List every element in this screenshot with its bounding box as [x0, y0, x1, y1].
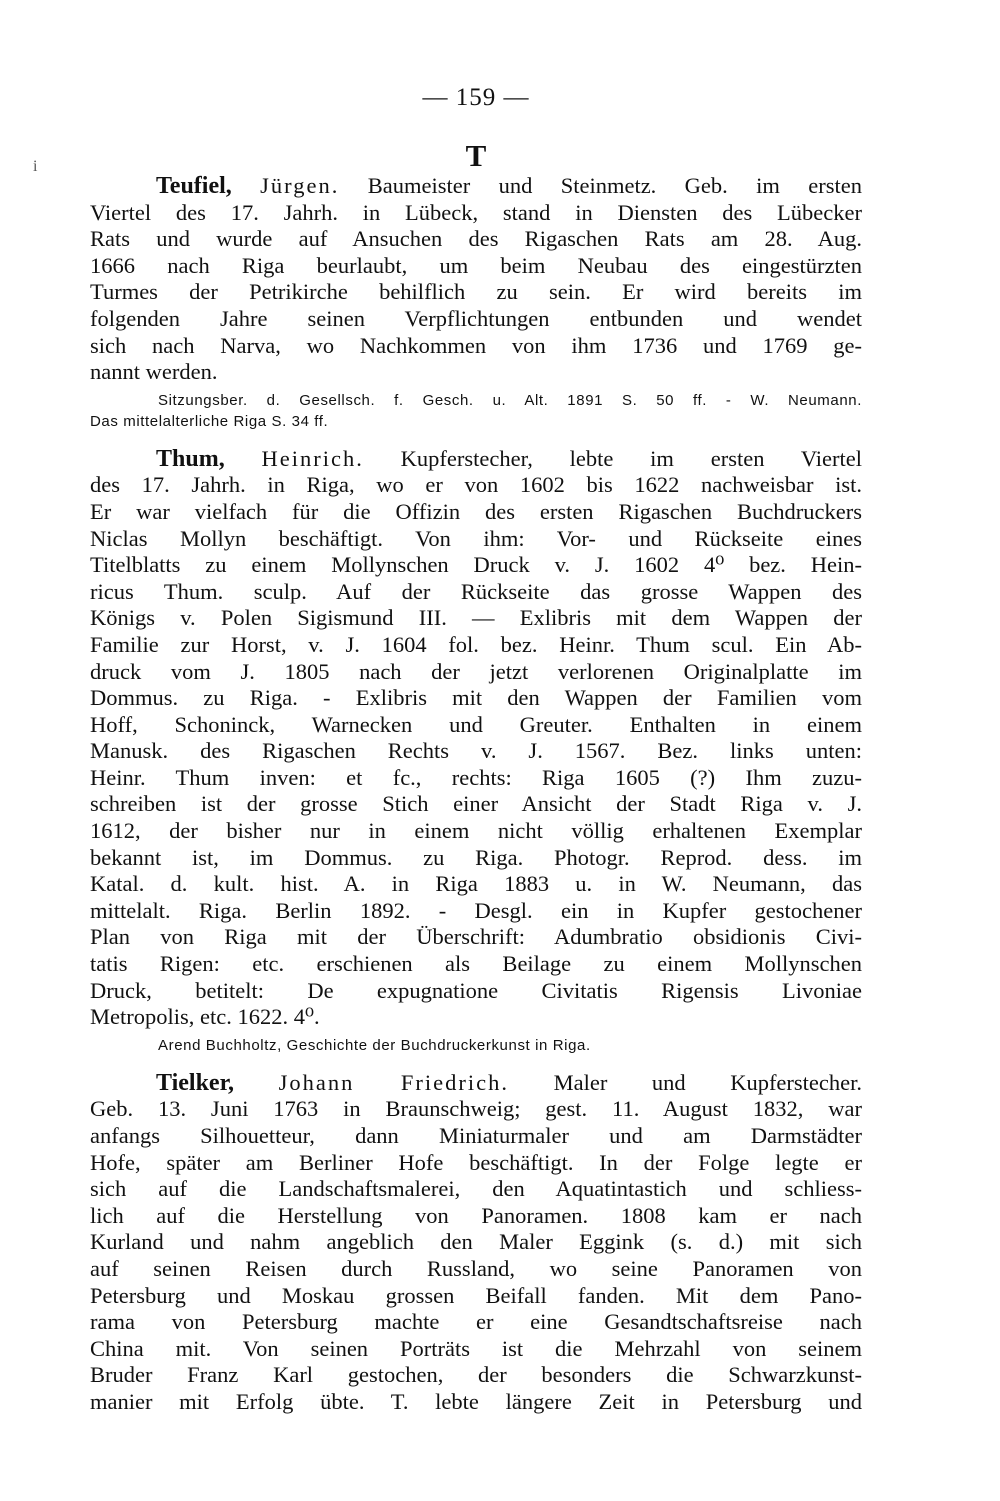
- entry-line: Hoff, Schoninck, Warnecken und Greuter. Enthalten in einem: [90, 711, 862, 737]
- entry-line-text: Maler und Kupferstecher.: [509, 1069, 863, 1095]
- source-citation: Arend Buchholtz, Geschichte der Buchdruckerkunst in Riga.: [158, 1036, 591, 1054]
- entry-line: Heinr. Thum inven: et fc., rechts: Riga 1605 (?) Ihm zuzu-: [90, 764, 862, 790]
- entry-line: Manusk. des Rigaschen Rechts v. J. 1567. Bez. links unten:: [90, 738, 862, 764]
- entry-line: [90, 173, 862, 200]
- entry-line: anfangs Silhouetteur, dann Miniaturmaler und am Darmstädter: [90, 1123, 862, 1148]
- entry-line: Familie zur Horst, v. J. 1604 fol. bez. Heinr. Thum scul. Ein Ab-: [90, 631, 862, 657]
- entry-name: Heinrich.: [261, 445, 364, 471]
- entry-line: bekannt ist, im Dommus. zu Riga. Photogr. Reprod. dess. im: [90, 844, 862, 870]
- source-citation: Sitzungsber. d. Gesellsch. f. Gesch. u. Alt. 1891 S. 50 ff. - W. Neumann.: [158, 391, 862, 409]
- entry-headword: Tielker,: [156, 1069, 235, 1096]
- entry-line: Viertel des 17. Jahrh. in Lübeck, stand in Diensten des Lübecker: [90, 199, 862, 225]
- entry-line: Katal. d. kult. hist. A. in Riga 1883 u. in W. Neumann, das: [90, 871, 862, 897]
- entry-line: Titelblatts zu einem Mollynschen Druck v. J. 1602 4⁰ bez. Hein-: [90, 552, 862, 578]
- entry-line: 1612, der bisher nur in einem nicht völlig erhaltenen Exemplar: [90, 818, 862, 844]
- entry-line: Bruder Franz Karl gestochen, der besonders die Schwarzkunst-: [90, 1362, 862, 1388]
- entry-line: nannt werden.: [90, 359, 218, 385]
- entry-line: Metropolis, etc. 1622. 4⁰.: [90, 1004, 320, 1030]
- entry-line: Hofe, später am Berliner Hofe beschäftigt. In der Folge legte er: [90, 1149, 862, 1175]
- entry-line-text: Kupferstecher, lebte im ersten Viertel: [363, 445, 862, 471]
- entry-line: sich nach Narva, wo Nachkommen von ihm 1736 und 1769 ge-: [90, 332, 862, 358]
- entry-line: Geb. 13. Juni 1763 in Braunschweig; gest. 11. August 1832, war: [90, 1096, 862, 1122]
- entry-teufiel: [90, 173, 862, 432]
- entry-line: 1666 nach Riga beurlaubt, um beim Neubau des eingestürzten: [90, 252, 862, 278]
- entry-line-text: Baumeister und Steinmetz. Geb. im ersten: [339, 173, 862, 198]
- entry-line: Rats und wurde auf Ansuchen des Rigaschen Rats am 28. Aug.: [90, 226, 862, 252]
- page-number: — 159 —: [422, 84, 530, 111]
- entry-line: manier mit Erfolg übte. T. lebte längere Zeit in Petersburg und: [90, 1388, 862, 1414]
- entry-line: folgenden Jahre seinen Verpflichtungen entbunden und wendet: [90, 305, 862, 331]
- entry-line: Druck, betitelt: De expugnatione Civitatis Rigensis Livoniae: [90, 977, 862, 1003]
- entry-headword: Thum,: [156, 445, 225, 472]
- source-citation: Das mittelalterliche Riga S. 34 ff.: [90, 412, 329, 430]
- entry-line: druck vom J. 1805 nach der jetzt verlorenen Originalplatte im: [90, 658, 862, 684]
- entry-line: rama von Petersburg machte er eine Gesandtschaftsreise nach: [90, 1309, 862, 1335]
- entry-name: Jürgen.: [260, 173, 340, 198]
- entry-line: tatis Rigen: etc. erschienen als Beilage zu einem Mollynschen: [90, 951, 862, 977]
- entry-tielker: [90, 1070, 862, 1416]
- entry-line: Niclas Mollyn beschäftigt. Von ihm: Vor- und Rückseite eines: [90, 525, 862, 551]
- entry-line: des 17. Jahrh. in Riga, wo er von 1602 bis 1622 nachweisbar ist.: [90, 472, 862, 498]
- entry-name: Johann Friedrich.: [278, 1069, 510, 1095]
- entry-line: Turmes der Petrikirche behilflich zu sein. Er wird bereits im: [90, 279, 862, 305]
- margin-mark: i: [33, 158, 38, 175]
- entry-line: mittelalt. Riga. Berlin 1892. - Desgl. ein in Kupfer gestochener: [90, 897, 862, 923]
- entry-line: Königs v. Polen Sigismund III. — Exlibris mit dem Wappen der: [90, 605, 862, 631]
- entry-line: Er war vielfach für die Offizin des ersten Rigaschen Buchdruckers: [90, 498, 862, 524]
- entry-headword: Teufiel,: [156, 173, 232, 199]
- entry-line: [90, 1070, 862, 1097]
- entry-thum: [90, 446, 862, 1056]
- entry-line: schreiben ist der grosse Stich einer Ansicht der Stadt Riga v. J.: [90, 791, 862, 817]
- entry-line: auf seinen Reisen durch Russland, wo seine Panoramen von: [90, 1255, 862, 1281]
- section-letter: T: [465, 138, 487, 173]
- entry-line: Dommus. zu Riga. - Exlibris mit den Wappen der Familien vom: [90, 685, 862, 711]
- entry-line: Petersburg und Moskau grossen Beifall fanden. Mit dem Pano-: [90, 1282, 862, 1308]
- entry-line: ricus Thum. sculp. Auf der Rückseite das grosse Wappen des: [90, 578, 862, 604]
- entries: [90, 173, 862, 1416]
- entry-line: [90, 446, 862, 473]
- entry-line: Plan von Riga mit der Überschrift: Adumbratio obsidionis Civi-: [90, 924, 862, 950]
- entry-line: sich auf die Landschaftsmalerei, den Aquatintastich und schliess-: [90, 1176, 862, 1202]
- entry-line: Kurland und nahm angeblich den Maler Eggink (s. d.) mit sich: [90, 1229, 862, 1255]
- entry-line: lich auf die Herstellung von Panoramen. 1808 kam er nach: [90, 1202, 862, 1228]
- entry-line: China mit. Von seinen Porträts ist die Mehrzahl von seinem: [90, 1335, 862, 1361]
